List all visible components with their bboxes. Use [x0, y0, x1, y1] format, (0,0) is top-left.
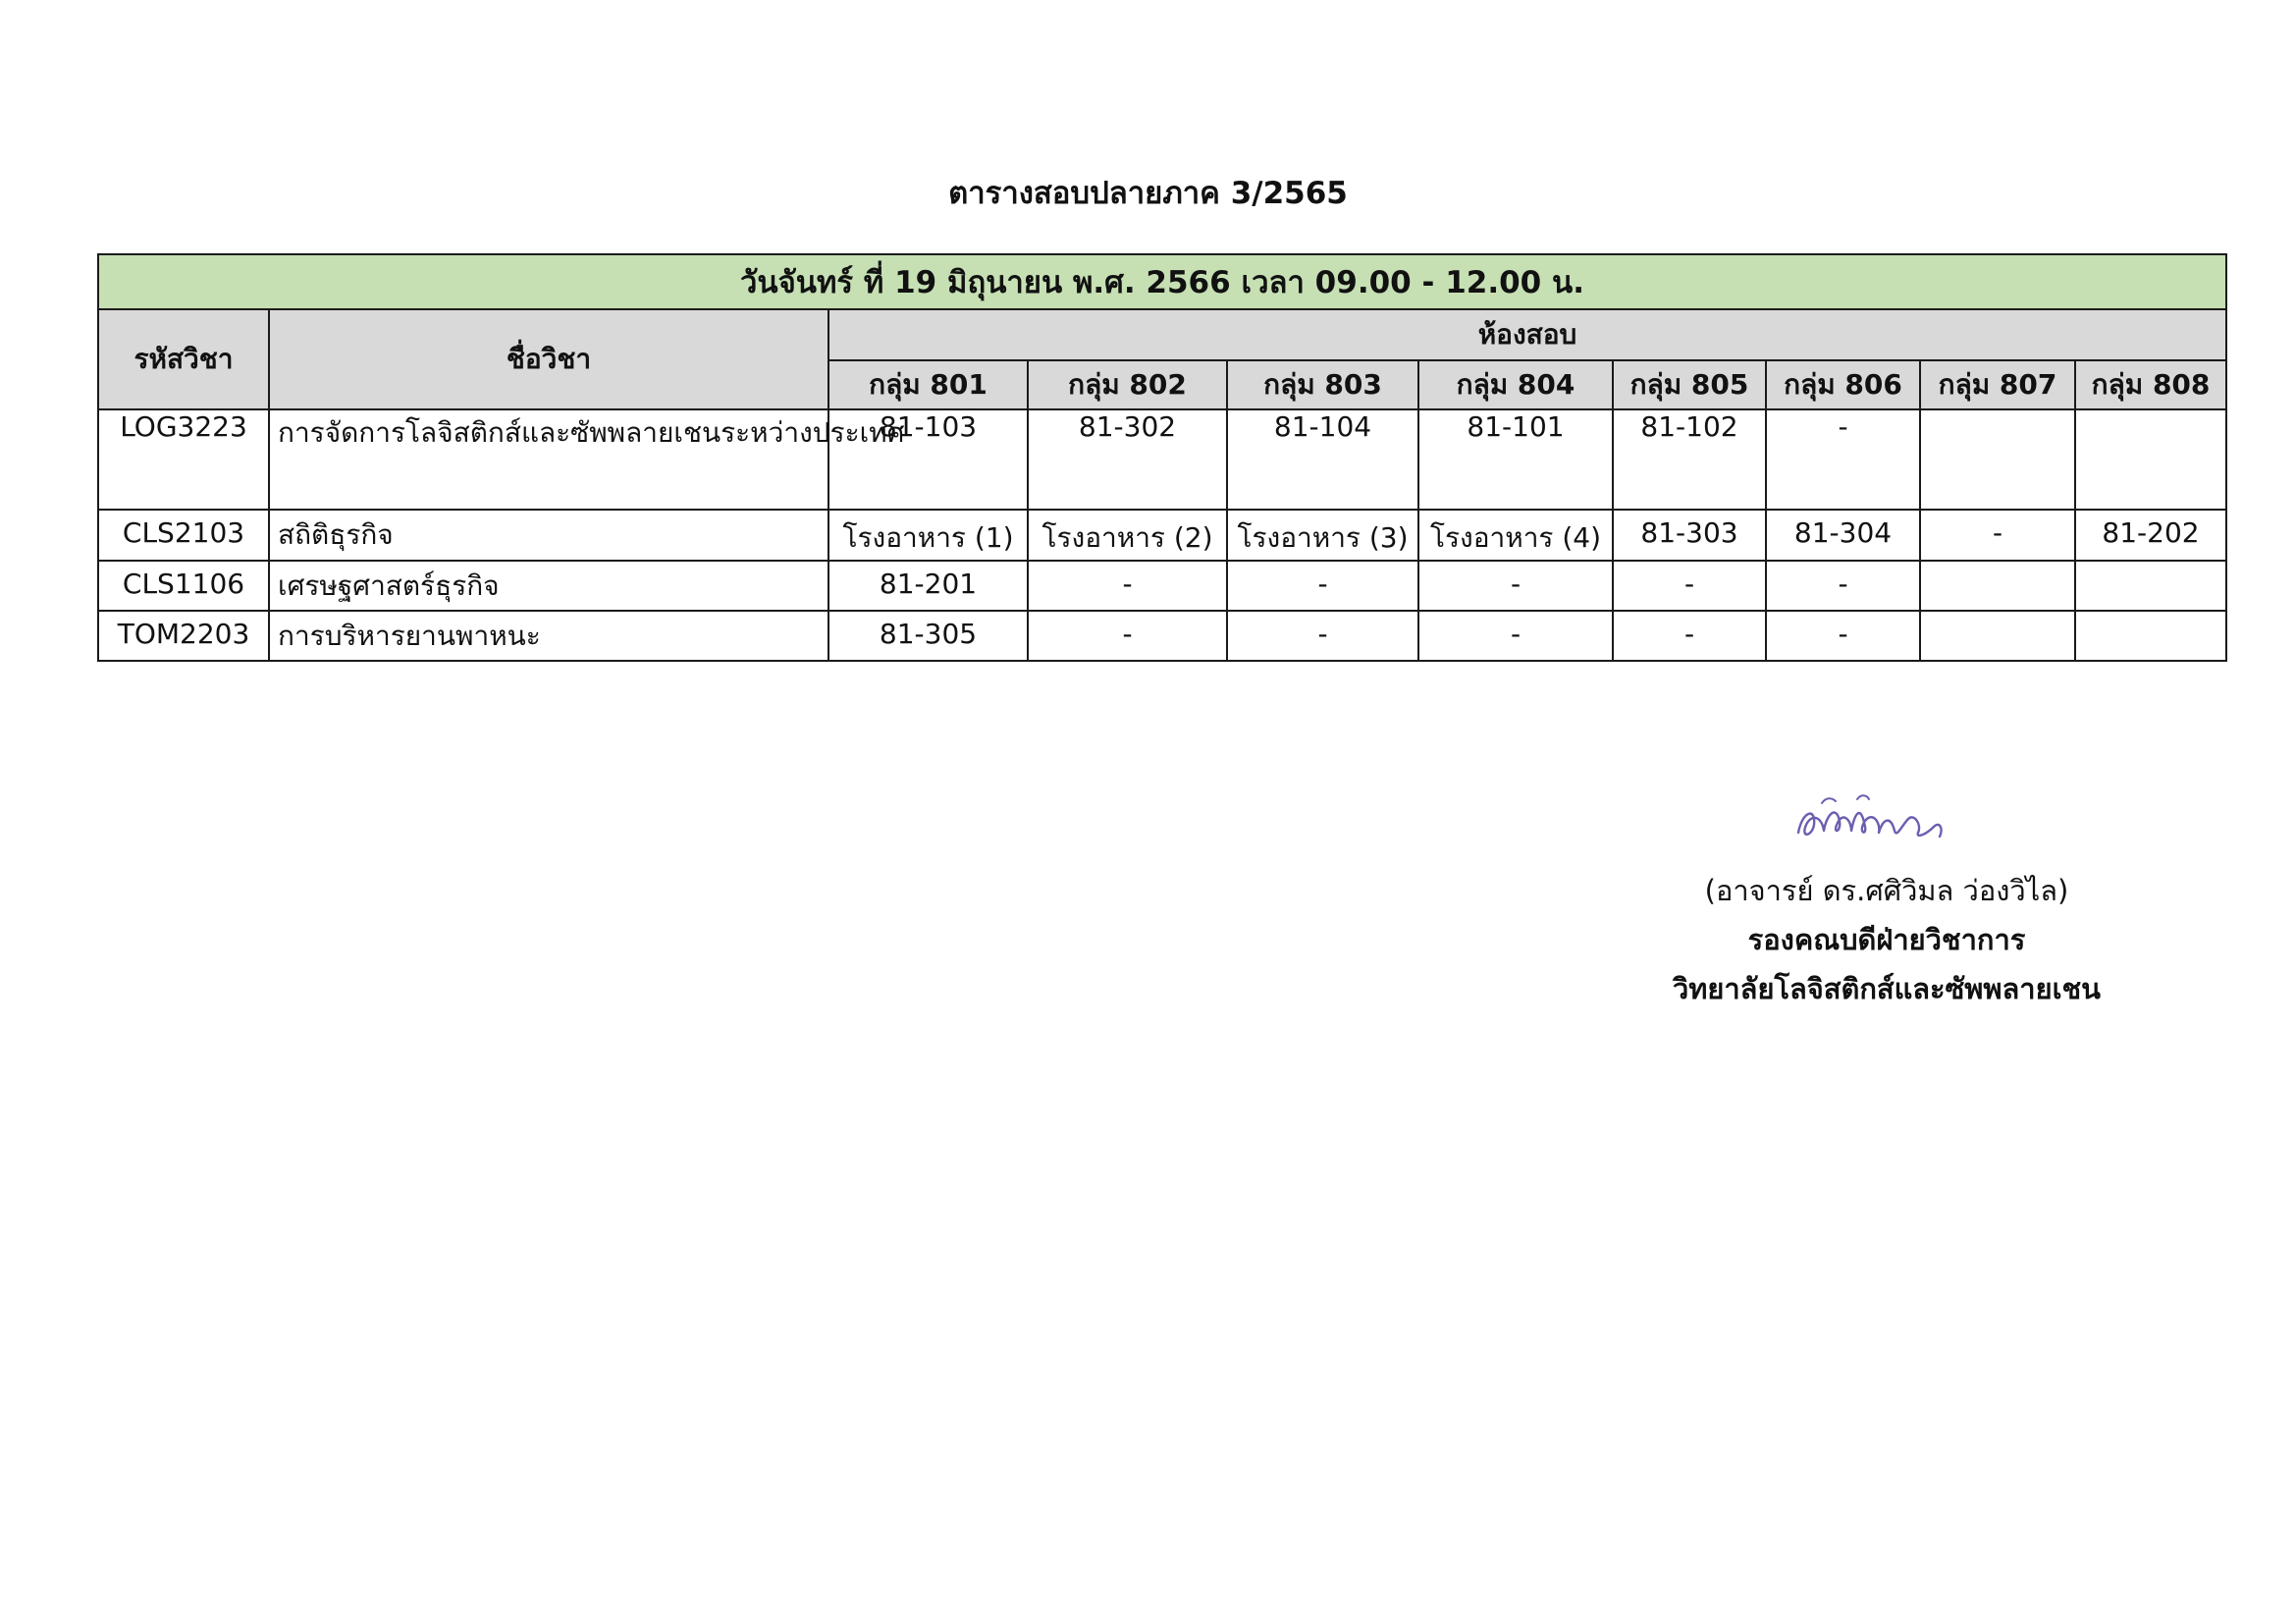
document-title: ตารางสอบปลายภาค 3/2565	[948, 176, 1348, 211]
header-group: กลุ่ม 804	[1418, 360, 1613, 409]
exam-room: -	[1766, 611, 1920, 661]
exam-room: -	[1920, 510, 2075, 561]
exam-room	[2075, 611, 2226, 661]
exam-room: 81-103	[828, 409, 1028, 510]
header-group: กลุ่ม 801	[828, 360, 1028, 409]
exam-schedule-table	[97, 253, 2227, 662]
course-code: TOM2203	[98, 611, 269, 661]
signer-position: รองคณบดีฝ่ายวิชาการ	[1747, 923, 2026, 956]
course-name: การบริหารยานพาหนะ	[269, 611, 828, 661]
header-group: กลุ่ม 803	[1227, 360, 1418, 409]
exam-room: 81-305	[828, 611, 1028, 661]
exam-room	[1920, 611, 2075, 661]
exam-room	[2075, 409, 2226, 510]
exam-room: -	[1613, 561, 1766, 611]
exam-room: -	[1418, 561, 1613, 611]
header-course-name: ชื่อวิชา	[269, 309, 828, 409]
exam-room	[1920, 409, 2075, 510]
course-code: CLS2103	[98, 510, 269, 561]
exam-room: -	[1613, 611, 1766, 661]
date-row	[98, 254, 2226, 309]
exam-room: 81-102	[1613, 409, 1766, 510]
course-name: สถิติธุรกิจ	[269, 510, 828, 561]
table-row	[98, 611, 2226, 661]
table-row	[98, 561, 2226, 611]
exam-room	[1920, 561, 2075, 611]
signer-organization: วิทยาลัยโลจิสติกส์และซัพพลายเชน	[1673, 972, 2101, 1005]
course-name: การจัดการโลจิสติกส์และซัพพลายเชนระหว่างประเทศ	[269, 409, 828, 510]
header-group: กลุ่ม 806	[1766, 360, 1920, 409]
header-exam-rooms: ห้องสอบ	[828, 309, 2226, 360]
exam-room: -	[1418, 611, 1613, 661]
exam-room: 81-303	[1613, 510, 1766, 561]
exam-room: -	[1766, 561, 1920, 611]
course-code: CLS1106	[98, 561, 269, 611]
header-group: กลุ่ม 808	[2075, 360, 2226, 409]
header-row	[98, 309, 2226, 360]
exam-room: โรงอาหาร (3)	[1227, 510, 1418, 561]
exam-date-time: วันจันทร์ ที่ 19 มิถุนายน พ.ศ. 2566 เวลา 09.00 - 12.00 น.	[98, 254, 2226, 309]
exam-room	[2075, 561, 2226, 611]
table-row	[98, 510, 2226, 561]
exam-room: -	[1028, 611, 1227, 661]
exam-room: 81-201	[828, 561, 1028, 611]
signer-name: (อาจารย์ ดร.ศศิวิมล ว่องวิไล)	[1704, 874, 2069, 907]
exam-room: 81-302	[1028, 409, 1227, 510]
exam-room: 81-101	[1418, 409, 1613, 510]
exam-room: -	[1227, 611, 1418, 661]
exam-room: -	[1227, 561, 1418, 611]
course-code: LOG3223	[98, 409, 269, 510]
table-row	[98, 409, 2226, 510]
exam-room: 81-202	[2075, 510, 2226, 561]
exam-room: โรงอาหาร (2)	[1028, 510, 1227, 561]
exam-room: 81-104	[1227, 409, 1418, 510]
course-name: เศรษฐศาสตร์ธุรกิจ	[269, 561, 828, 611]
exam-room: -	[1028, 561, 1227, 611]
exam-room: โรงอาหาร (4)	[1418, 510, 1613, 561]
header-group: กลุ่ม 805	[1613, 360, 1766, 409]
header-course-code: รหัสวิชา	[98, 309, 269, 409]
exam-room: 81-304	[1766, 510, 1920, 561]
exam-room: โรงอาหาร (1)	[828, 510, 1028, 561]
header-group: กลุ่ม 802	[1028, 360, 1227, 409]
handwritten-signature	[1792, 782, 1949, 850]
header-group: กลุ่ม 807	[1920, 360, 2075, 409]
exam-room: -	[1766, 409, 1920, 510]
